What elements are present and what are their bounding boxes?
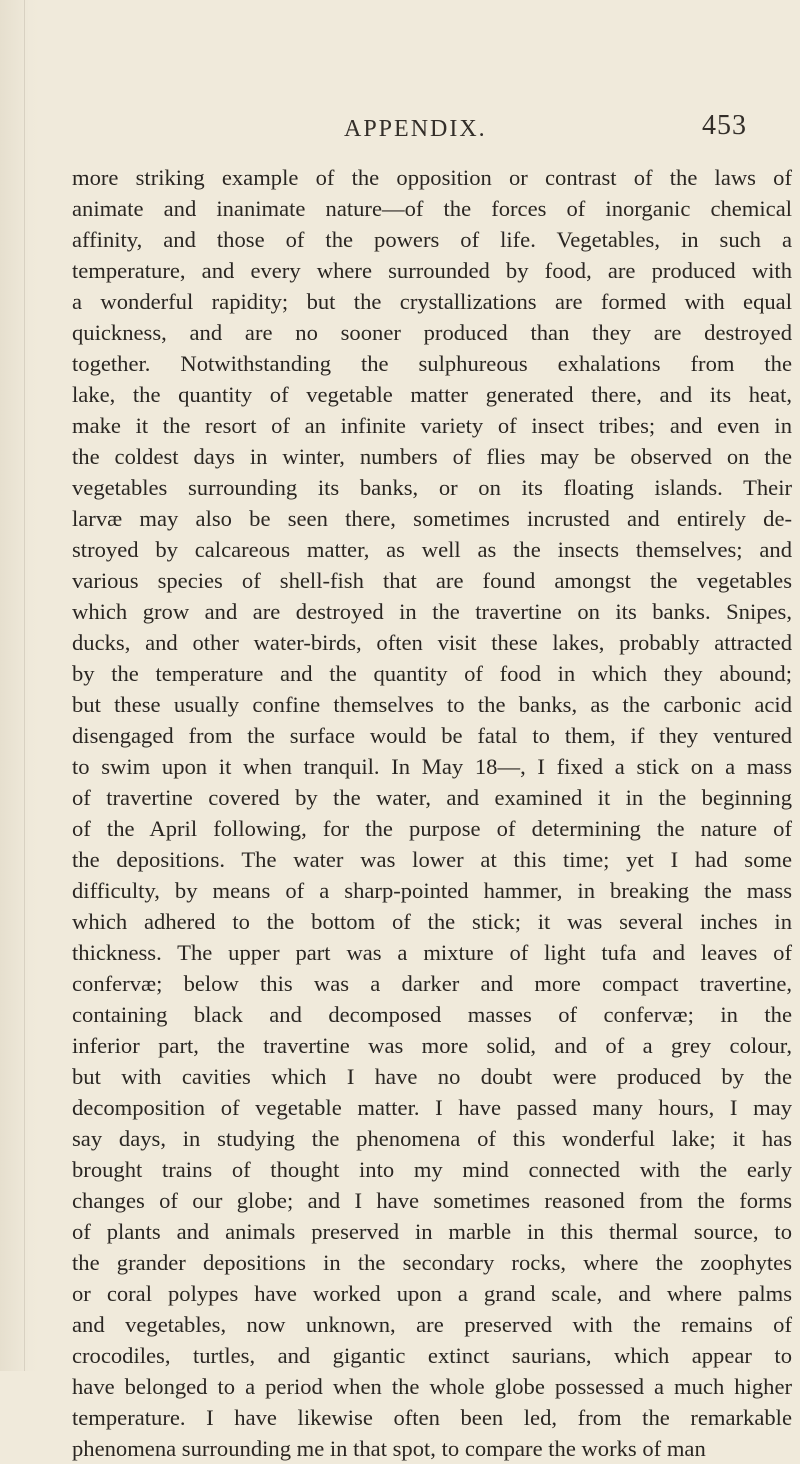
text-line: crocodiles, turtles, and gigantic extinct saurians, which appear to	[72, 1343, 792, 1368]
text-line: the depositions. The water was lower at this time; yet I had some	[72, 847, 792, 872]
text-line: containing black and decomposed masses of confervæ; in the	[72, 1002, 792, 1027]
text-line: of travertine covered by the water, and examined it in the beginning	[72, 785, 792, 810]
text-line: temperature. I have likewise often been led, from the remarkable	[72, 1405, 792, 1430]
text-line: affinity, and those of the powers of life. Vegetables, in such a	[72, 227, 792, 252]
text-line: a wonderful rapidity; but the crystallizations are formed with equal	[72, 289, 792, 314]
text-line: or coral polypes have worked upon a grand scale, and where palms	[72, 1281, 792, 1306]
text-line: which adhered to the bottom of the stick; it was several inches in	[72, 909, 792, 934]
page-number: 453	[702, 110, 747, 141]
text-line: of plants and animals preserved in marble in this thermal source, to	[72, 1219, 792, 1244]
text-line: which grow and are destroyed in the travertine on its banks. Snipes,	[72, 599, 792, 624]
running-head: APPENDIX.	[344, 116, 487, 142]
text-line: phenomena surrounding me in that spot, to compare the works of man	[72, 1436, 706, 1461]
text-line: brought trains of thought into my mind connected with the early	[72, 1157, 792, 1182]
text-line: vegetables surrounding its banks, or on its floating islands. Their	[72, 475, 792, 500]
body-text	[72, 162, 792, 1464]
text-line: by the temperature and the quantity of food in which they abound;	[72, 661, 792, 686]
text-line: various species of shell-fish that are found amongst the vegetables	[72, 568, 792, 593]
text-line: changes of our globe; and I have sometimes reasoned from the forms	[72, 1188, 792, 1213]
text-line: of the April following, for the purpose of determining the nature of	[72, 816, 792, 841]
text-line: have belonged to a period when the whole globe possessed a much higher	[72, 1374, 792, 1399]
text-line: the grander depositions in the secondary rocks, where the zoophytes	[72, 1250, 792, 1275]
text-line: decomposition of vegetable matter. I have passed many hours, I may	[72, 1095, 792, 1120]
page-gutter	[0, 0, 42, 1371]
text-line: inferior part, the travertine was more solid, and of a grey colour,	[72, 1033, 792, 1058]
text-line: ducks, and other water-birds, often visit these lakes, probably attracted	[72, 630, 792, 655]
text-line: stroyed by calcareous matter, as well as the insects themselves; and	[72, 537, 792, 562]
text-line: difficulty, by means of a sharp-pointed hammer, in breaking the mass	[72, 878, 792, 903]
text-line: temperature, and every where surrounded by food, are produced with	[72, 258, 792, 283]
text-line: say days, in studying the phenomena of this wonderful lake; it has	[72, 1126, 792, 1151]
text-line: disengaged from the surface would be fatal to them, if they ventured	[72, 723, 792, 748]
text-line: and vegetables, now unknown, are preserved with the remains of	[72, 1312, 792, 1337]
text-line: larvæ may also be seen there, sometimes incrusted and entirely de-	[72, 506, 792, 531]
text-line: together. Notwithstanding the sulphureous exhalations from the	[72, 351, 792, 376]
text-line: thickness. The upper part was a mixture of light tufa and leaves of	[72, 940, 792, 965]
text-line: animate and inanimate nature—of the forces of inorganic chemical	[72, 196, 792, 221]
text-line: the coldest days in winter, numbers of flies may be observed on the	[72, 444, 792, 469]
text-line: to swim upon it when tranquil. In May 18—, I fixed a stick on a mass	[72, 754, 792, 779]
text-line: quickness, and are no sooner produced than they are destroyed	[72, 320, 792, 345]
text-line: but with cavities which I have no doubt were produced by the	[72, 1064, 792, 1089]
text-line: lake, the quantity of vegetable matter generated there, and its heat,	[72, 382, 792, 407]
text-line: confervæ; below this was a darker and more compact travertine,	[72, 971, 792, 996]
text-line: make it the resort of an infinite variety of insect tribes; and even in	[72, 413, 792, 438]
text-line: more striking example of the opposition or contrast of the laws of	[72, 165, 792, 190]
text-line: but these usually confine themselves to the banks, as the carbonic acid	[72, 692, 792, 717]
